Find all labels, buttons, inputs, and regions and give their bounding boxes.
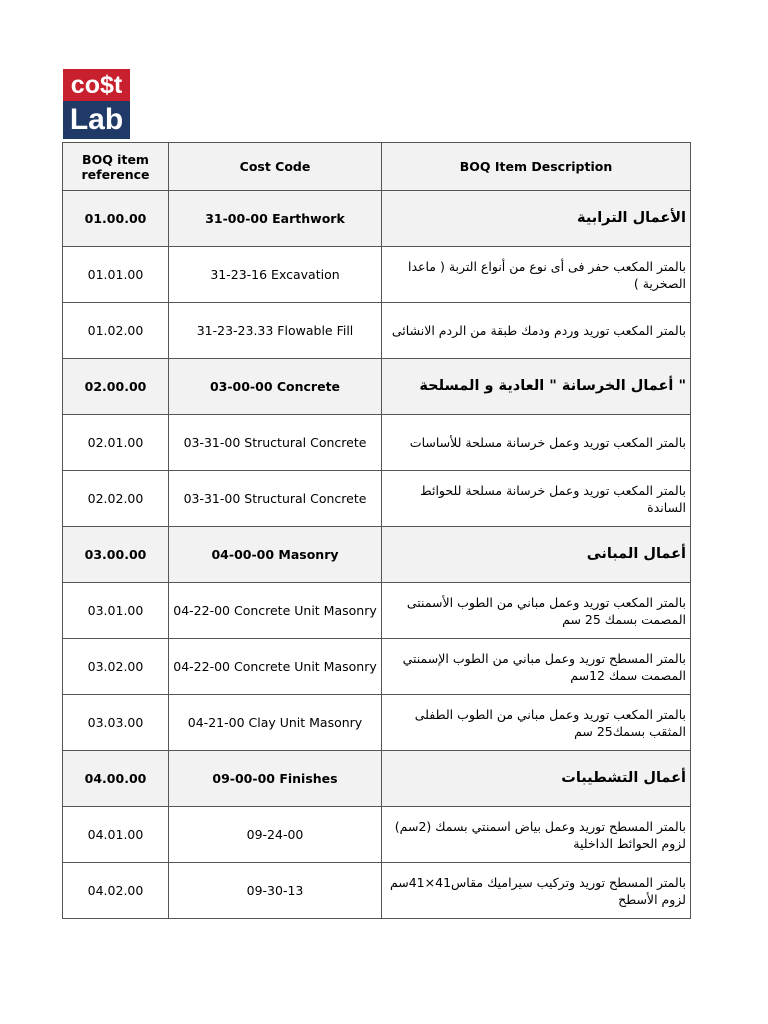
cell-boq-reference: 01.02.00 xyxy=(63,303,169,359)
cell-boq-reference: 03.02.00 xyxy=(63,639,169,695)
table-row xyxy=(63,695,691,751)
cell-cost-code: 31-00-00 Earthwork xyxy=(169,191,382,247)
table-row xyxy=(63,303,691,359)
header-description: BOQ Item Description xyxy=(382,143,691,191)
logo-top-text: co$t xyxy=(63,69,130,101)
cell-boq-reference: 01.00.00 xyxy=(63,191,169,247)
cell-cost-code: 31-23-16 Excavation xyxy=(169,247,382,303)
cell-cost-code: 09-24-00 xyxy=(169,807,382,863)
cell-cost-code: 03-31-00 Structural Concrete xyxy=(169,471,382,527)
cell-description: بالمتر المكعب توريد وعمل خرسانة مسلحة للأساسات xyxy=(382,415,691,471)
cell-cost-code: 04-00-00 Masonry xyxy=(169,527,382,583)
table-row xyxy=(63,247,691,303)
header-cost-code: Cost Code xyxy=(169,143,382,191)
cell-boq-reference: 02.00.00 xyxy=(63,359,169,415)
cell-boq-reference: 02.01.00 xyxy=(63,415,169,471)
cell-boq-reference: 02.02.00 xyxy=(63,471,169,527)
cell-description: أعمال المبانى xyxy=(382,527,691,583)
boq-table-body xyxy=(63,191,691,919)
cell-description: بالمتر المكعب توريد وعمل خرسانة مسلحة للحوائط الساندة xyxy=(382,471,691,527)
section-heading-row xyxy=(63,751,691,807)
cell-boq-reference: 03.01.00 xyxy=(63,583,169,639)
cell-boq-reference: 04.00.00 xyxy=(63,751,169,807)
header-boq-reference: BOQ item reference xyxy=(63,143,169,191)
table-row xyxy=(63,471,691,527)
table-row xyxy=(63,807,691,863)
table-row xyxy=(63,639,691,695)
cell-description: أعمال التشطيبات xyxy=(382,751,691,807)
section-heading-row xyxy=(63,191,691,247)
cell-description: بالمتر المكعب توريد وعمل مباني من الطوب الطفلى المثقب بسمك25 سم xyxy=(382,695,691,751)
cell-cost-code: 04-22-00 Concrete Unit Masonry xyxy=(169,583,382,639)
section-heading-row xyxy=(63,527,691,583)
cell-cost-code: 03-00-00 Concrete xyxy=(169,359,382,415)
table-row xyxy=(63,863,691,919)
cell-boq-reference: 01.01.00 xyxy=(63,247,169,303)
cell-cost-code: 03-31-00 Structural Concrete xyxy=(169,415,382,471)
cell-cost-code: 04-22-00 Concrete Unit Masonry xyxy=(169,639,382,695)
cell-description: بالمتر المسطح توريد وعمل بياض اسمنتي بسمك (2سم) لزوم الحوائط الداخلية xyxy=(382,807,691,863)
cell-description: بالمتر المكعب توريد وردم ودمك طبقة من الردم الانشائى xyxy=(382,303,691,359)
cell-cost-code: 09-30-13 xyxy=(169,863,382,919)
cell-boq-reference: 03.00.00 xyxy=(63,527,169,583)
table-row xyxy=(63,583,691,639)
boq-table xyxy=(62,142,691,919)
cell-description: بالمتر المسطح توريد وتركيب سيراميك مقاس41×41سم لزوم الأسطح xyxy=(382,863,691,919)
section-heading-row xyxy=(63,359,691,415)
cell-boq-reference: 03.03.00 xyxy=(63,695,169,751)
cell-description: بالمتر المسطح توريد وعمل مباني من الطوب الإسمنتي المصمت سمك 12سم xyxy=(382,639,691,695)
cell-description: " أعمال الخرسانة " العادية و المسلحة xyxy=(382,359,691,415)
costlab-logo xyxy=(63,69,130,139)
cell-cost-code: 31-23-23.33 Flowable Fill xyxy=(169,303,382,359)
cell-description: بالمتر المكعب توريد وعمل مباني من الطوب الأسمنتى المصمت بسمك 25 سم xyxy=(382,583,691,639)
logo-bottom-text: Lab xyxy=(63,101,130,139)
cell-cost-code: 09-00-00 Finishes xyxy=(169,751,382,807)
cell-cost-code: 04-21-00 Clay Unit Masonry xyxy=(169,695,382,751)
table-row xyxy=(63,415,691,471)
cell-boq-reference: 04.02.00 xyxy=(63,863,169,919)
cell-boq-reference: 04.01.00 xyxy=(63,807,169,863)
table-header-row xyxy=(63,143,691,191)
cell-description: بالمتر المكعب حفر فى أى نوع من أنواع التربة ( ماعدا الصخرية ) xyxy=(382,247,691,303)
cell-description: الأعمال الترابية xyxy=(382,191,691,247)
